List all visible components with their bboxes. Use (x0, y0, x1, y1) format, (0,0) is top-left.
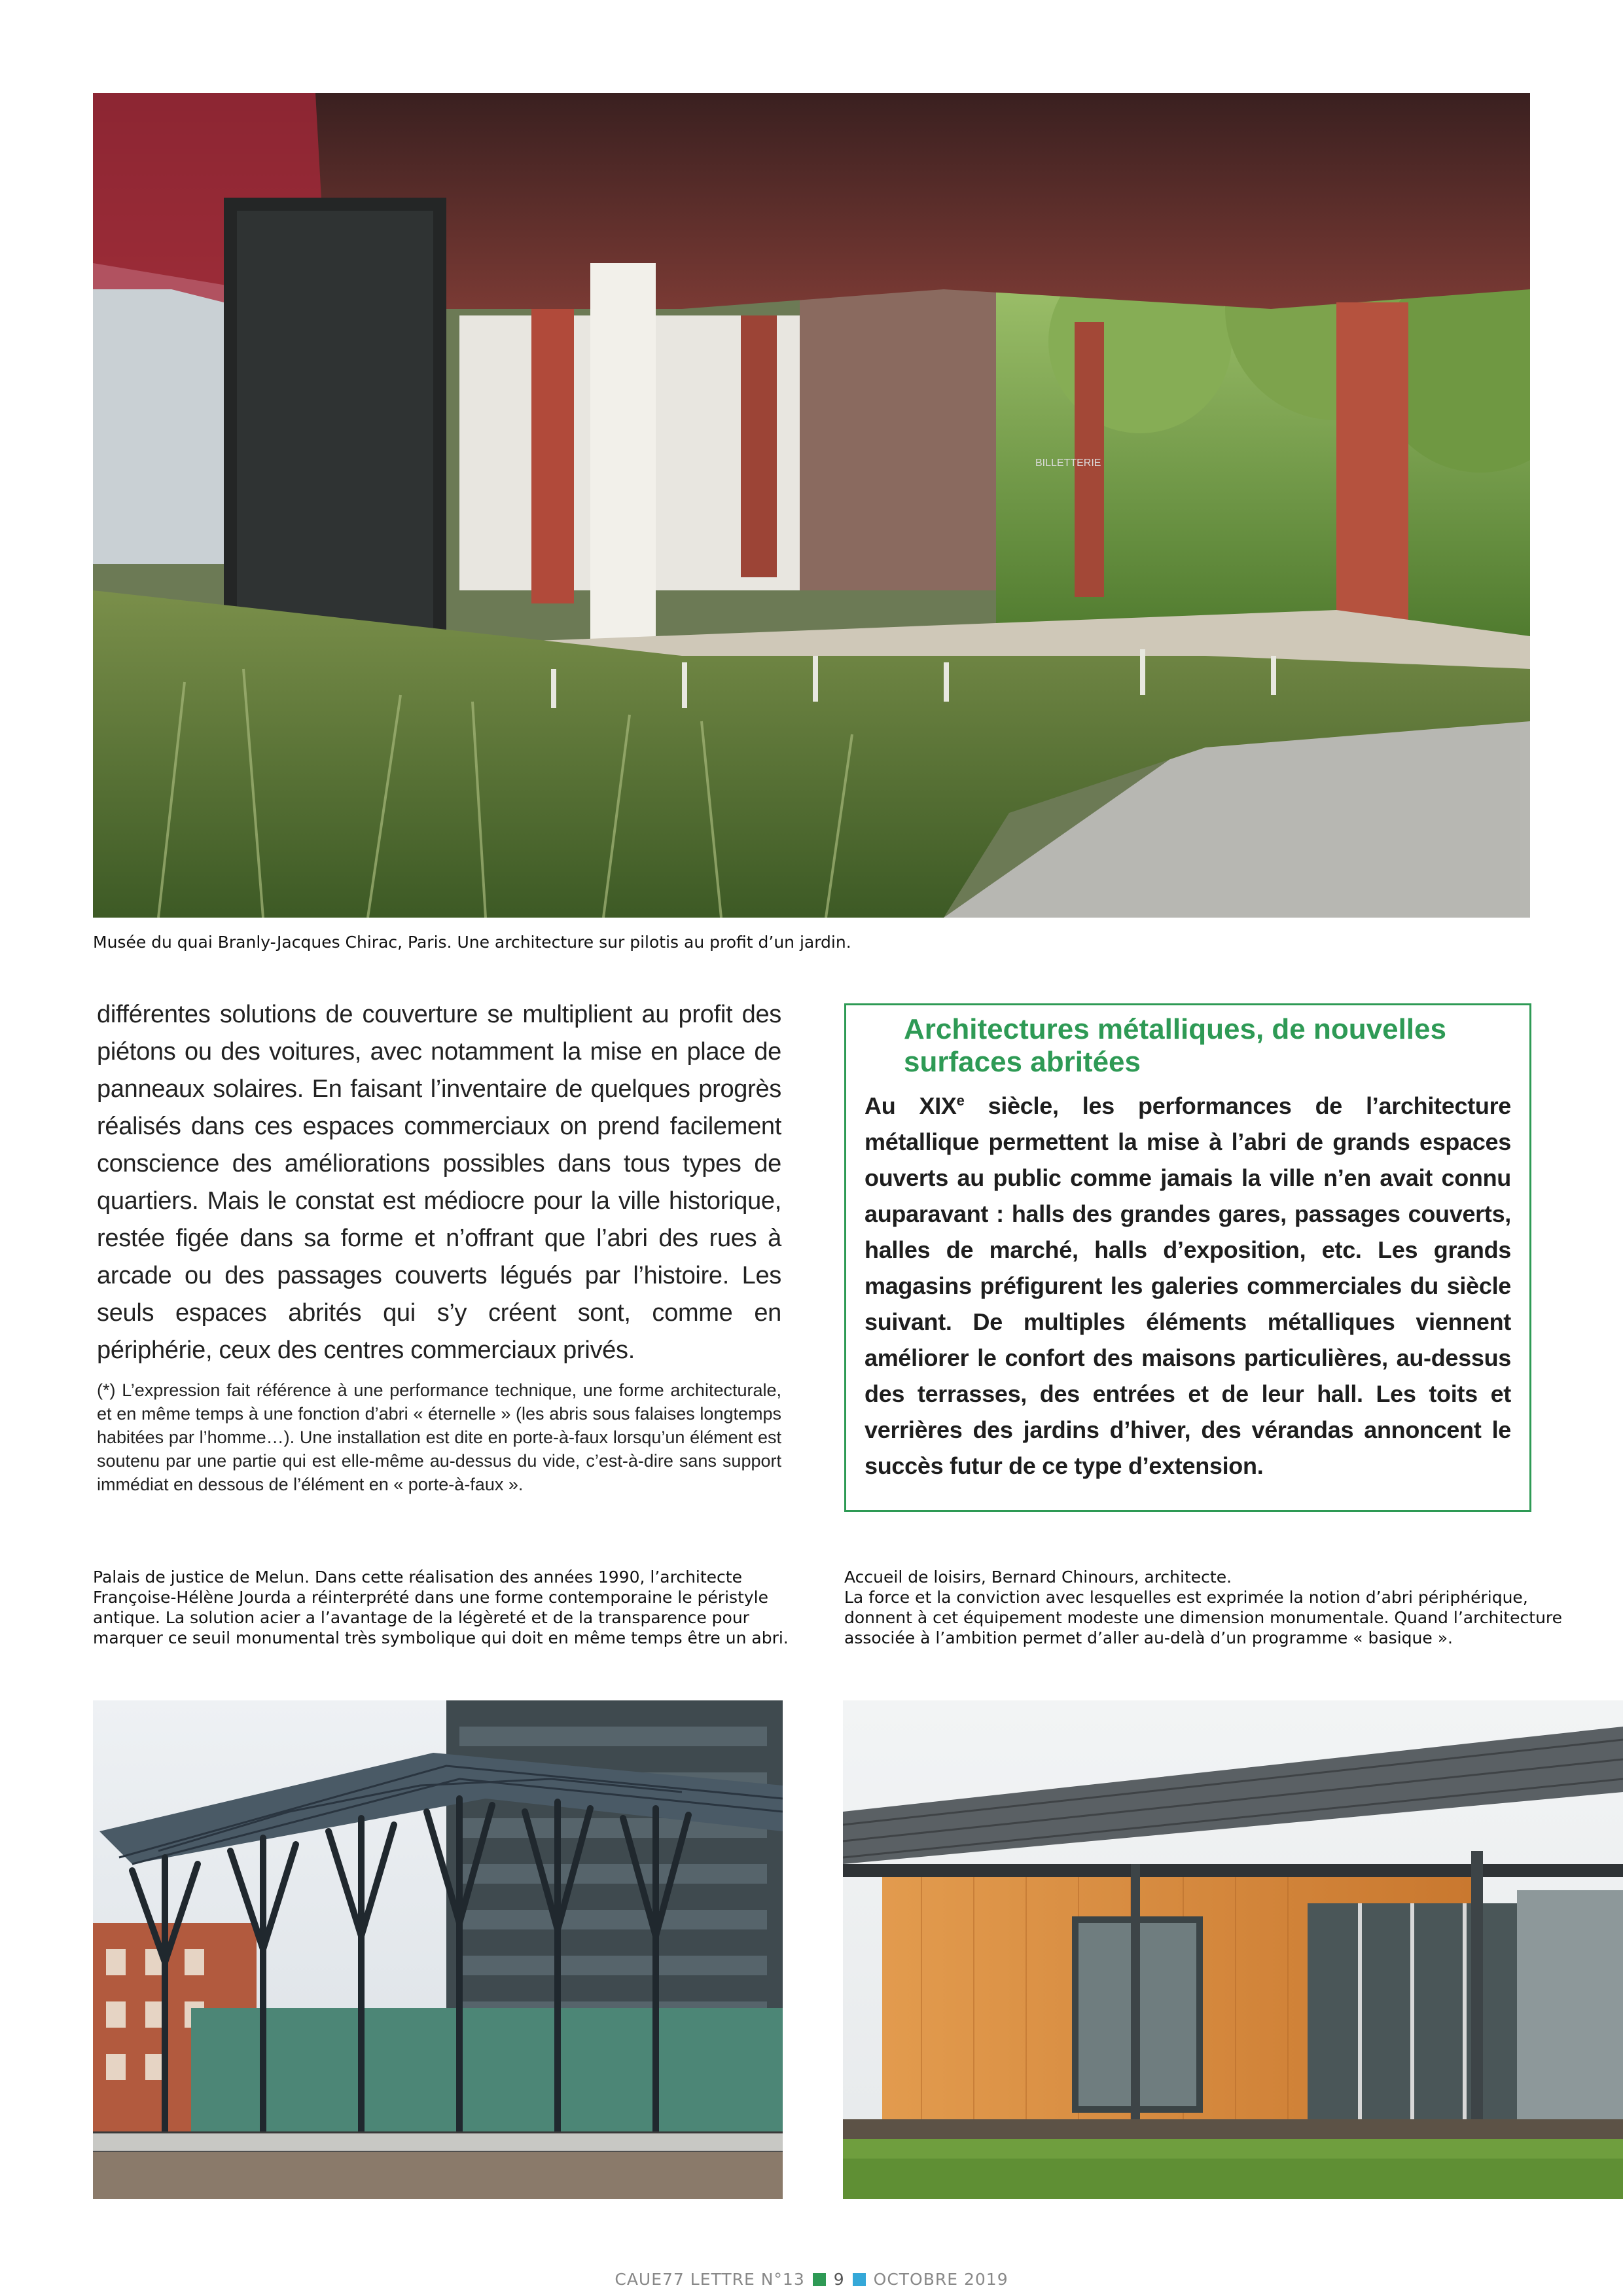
page-number: 9 (833, 2270, 845, 2289)
sidebar-title: Architectures métalliques, de nouvelles surfaces abritées (904, 1013, 1446, 1078)
photo-palais-justice-melun (93, 1700, 783, 2199)
page-footer (0, 2270, 1623, 2289)
footer-publication: CAUE77 LETTRE N°13 (615, 2270, 805, 2289)
green-square-icon (813, 2273, 826, 2286)
sidebar-text-sup: e (956, 1092, 965, 1109)
photo-musee-quai-branly (93, 93, 1530, 918)
photo-accueil-loisirs (843, 1700, 1623, 2199)
footer-date: OCTOBRE 2019 (873, 2270, 1008, 2289)
body-column (97, 996, 781, 1496)
caption-accueil-loisirs (844, 1567, 1564, 1648)
footnote: (*) L’expression fait référence à une performance technique, une forme architecturale, et en même temps à une fonction d’abri « éternelle » (les abris sous falaises longtemps habitées par l’homme…). Une installation est dite en porte-à-faux lorsqu’un élément est soutenu par une partie qui est elle-même au-dessus du vide, c’est-à-dire sans support immédiat en dessous de l’élément en « porte-à-faux ». (97, 1380, 781, 1494)
cyan-square-icon (853, 2273, 866, 2286)
sidebar-text-rest: siècle, les performances de l’architecture métallique permettent la mise à l’abri de grands espaces ouverts au public comme jamais la ville n’en avait connu auparavant : halls des grandes gares, passages couverts, halles de marché, halls d’exposition, etc. Les grands magasins préfigurent les galeries commerciales du siècle suivant. De multiples éléments métalliques viennent améliorer le confort des maisons particulières, au-dessus des terrasses, des entrées et de leur hall. Les toits et verrières des jardins d’hiver, des vérandas annoncent le succès futur de ce type d’extension. (865, 1092, 1511, 1479)
caption-accueil-loisirs-line1: Accueil de loisirs, Bernard Chinours, architecte. (844, 1568, 1232, 1587)
body-paragraph: différentes solutions de couverture se multiplient au profit des piétons ou des voitures, avec notamment la mise en place de panneaux solaires. En faisant l’inventaire de quelques progrès réalisés dans ces espaces commerciaux on prend facilement conscience des améliorations possibles dans tous types de quartiers. Mais le constat est médiocre pour la ville historique, restée figée dans sa forme et n’offrant que l’abri des rues à arcade ou des passages couverts légués par l’histoire. Les seuls espaces abrités qui s’y créent sont, comme en périphérie, ceux des centres commerciaux privés. (97, 1001, 781, 1364)
billetterie-sign: BILLETTERIE (1035, 457, 1101, 469)
caption-palais-justice: Palais de justice de Melun. Dans cette réalisation des années 1990, l’architecte Françoise-Hélène Jourda a réinterprété dans une forme contemporaine le péristyle antique. La solution acier a l’avantage de la légèreté et de la transparence pour marquer ce seuil monumental très symbolique qui doit en même temps être un abri. (93, 1568, 789, 1647)
sidebar-text-prefix: Au XIX (865, 1092, 957, 1119)
caption-accueil-loisirs-line2: La force et la conviction avec lesquelles est exprimée la notion d’abri périphérique, donnent à cet équipement modeste une dimension monumentale. Quand l’architecture associée à l’ambition permet d’aller au-delà d’un programme « basique ». (844, 1588, 1563, 1647)
sidebar-box (844, 1003, 1531, 1512)
caption-top-photo: Musée du quai Branly-Jacques Chirac, Paris. Une architecture sur pilotis au profit d’un jardin. (93, 933, 851, 952)
sidebar-text (865, 1088, 1511, 1484)
